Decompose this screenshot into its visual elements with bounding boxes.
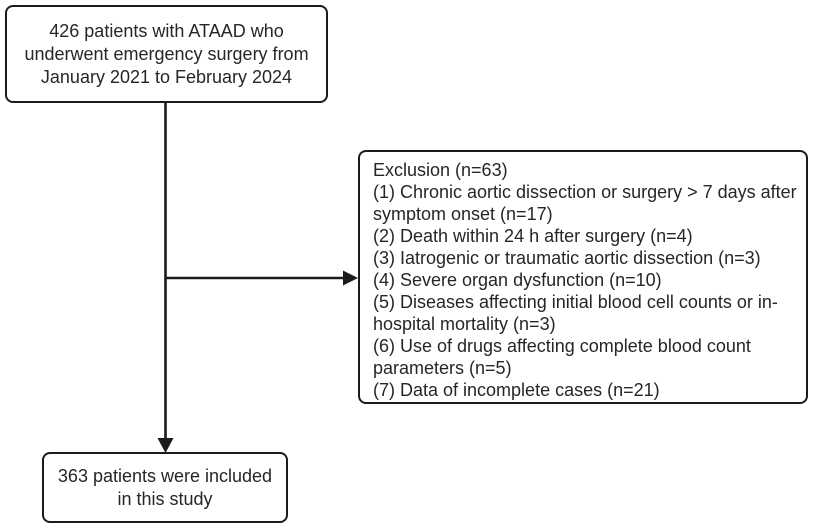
exclusion-item-1: (1) Chronic aortic dissection or surgery > 7 days after symptom onset (n=17) [373,182,797,224]
exclusion-item-7: (7) Data of incomplete cases (n=21) [373,380,660,400]
exclusion-item-5: (5) Diseases affecting initial blood cell counts or in-hospital mortality (n=3) [373,292,778,334]
exclusion-item-4: (4) Severe organ dysfunction (n=10) [373,270,662,290]
included-box [42,452,288,523]
exclusion-title: Exclusion (n=63) [373,160,508,180]
right-arrowhead-icon [343,271,358,286]
enrollment-box [5,5,328,103]
enrollment-text: 426 patients with ATAAD who underwent emergency surgery from January 2021 to February 2024 [24,20,309,87]
exclusion-item-2: (2) Death within 24 h after surgery (n=4) [373,226,693,246]
down-arrowhead-icon [158,438,174,453]
exclusion-item-6: (6) Use of drugs affecting complete blood count parameters (n=5) [373,336,751,378]
included-text: 363 patients were included in this study [57,465,273,509]
exclusion-item-3: (3) Iatrogenic or traumatic aortic dissection (n=3) [373,248,761,268]
exclusion-box [358,150,808,404]
